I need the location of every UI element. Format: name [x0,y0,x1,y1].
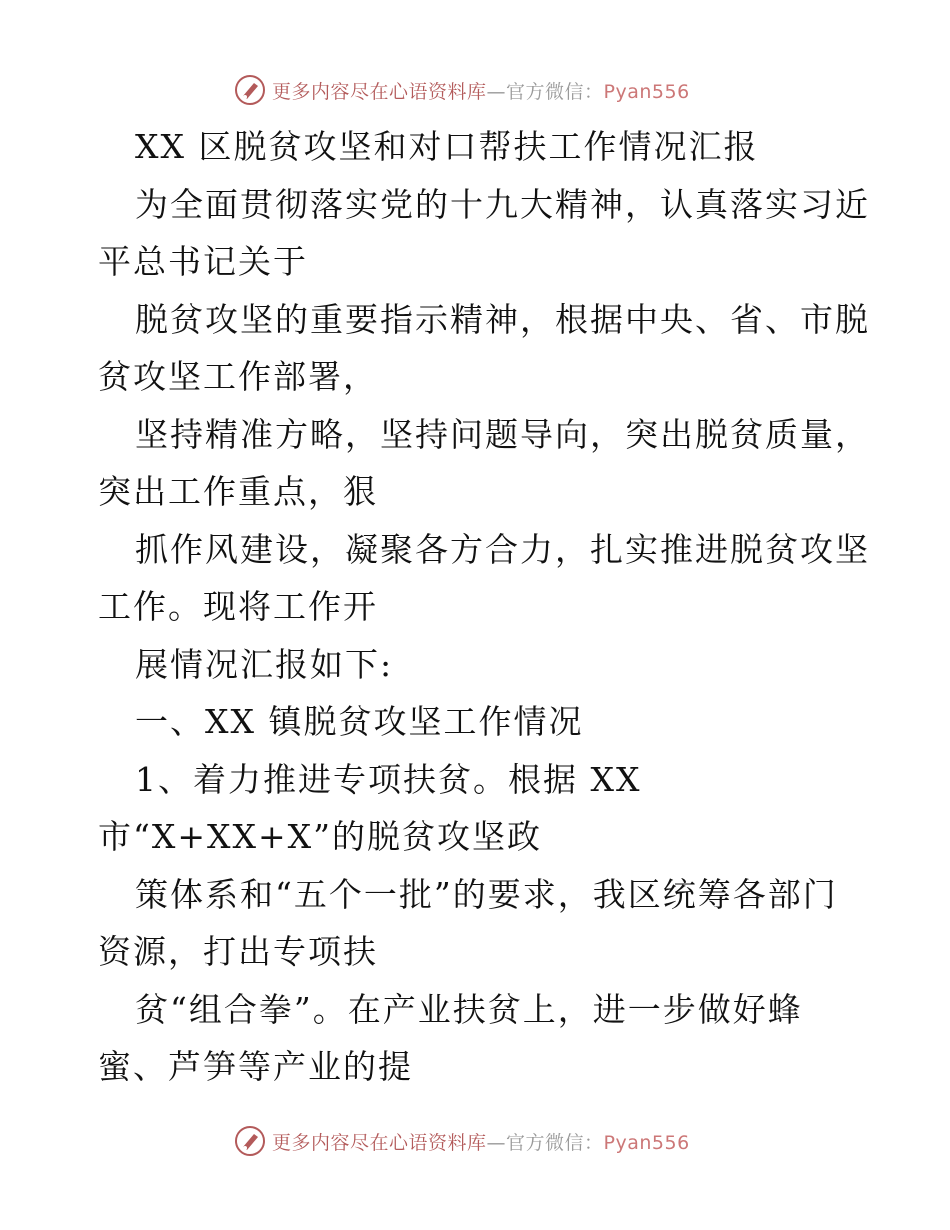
footer-watermark [234,1124,690,1158]
watermark-text: 更多内容尽在心语资料库—官方微信：Pyan556 [272,80,690,103]
text-line: 抓作风建设，凝聚各方合力，扎实推进脱贫攻坚 [135,529,870,569]
text-line: 平总书记关于 [98,242,308,281]
text-line: 为全面贯彻落实党的十九大精神，认真落实习近 [135,184,870,224]
text-line: 1、着力推进专项扶贫。根据 XX [135,759,642,799]
text-line: 蜜、芦笋等产业的提 [98,1047,413,1086]
header-watermark [234,73,690,107]
text-line: 脱贫攻坚的重要指示精神，根据中央、省、市脱 [135,299,870,339]
text-line: 市“X+XX+X”的脱贫攻坚政 [98,817,543,856]
text-line: 贫攻坚工作部署， [98,357,378,396]
logo-icon [234,1125,266,1157]
text-line: 资源，打出专项扶 [98,932,378,971]
logo-icon [234,74,266,106]
watermark-text: 更多内容尽在心语资料库—官方微信：Pyan556 [272,1131,690,1154]
text-line: 策体系和“五个一批”的要求，我区统筹各部门 [135,874,838,914]
document-body [98,118,870,1096]
text-line: 工作。现将工作开 [98,587,378,626]
text-line: 突出工作重点，狠 [98,472,378,511]
section-heading: 一、XX 镇脱贫攻坚工作情况 [135,702,584,741]
text-line: 坚持精准方略，坚持问题导向，突出脱贫质量， [135,414,870,454]
title-line: XX 区脱贫攻坚和对口帮扶工作情况汇报 [135,127,759,166]
text-line: 展情况汇报如下: [135,644,394,684]
text-line: 贫“组合拳”。在产业扶贫上，进一步做好蜂 [135,989,803,1029]
